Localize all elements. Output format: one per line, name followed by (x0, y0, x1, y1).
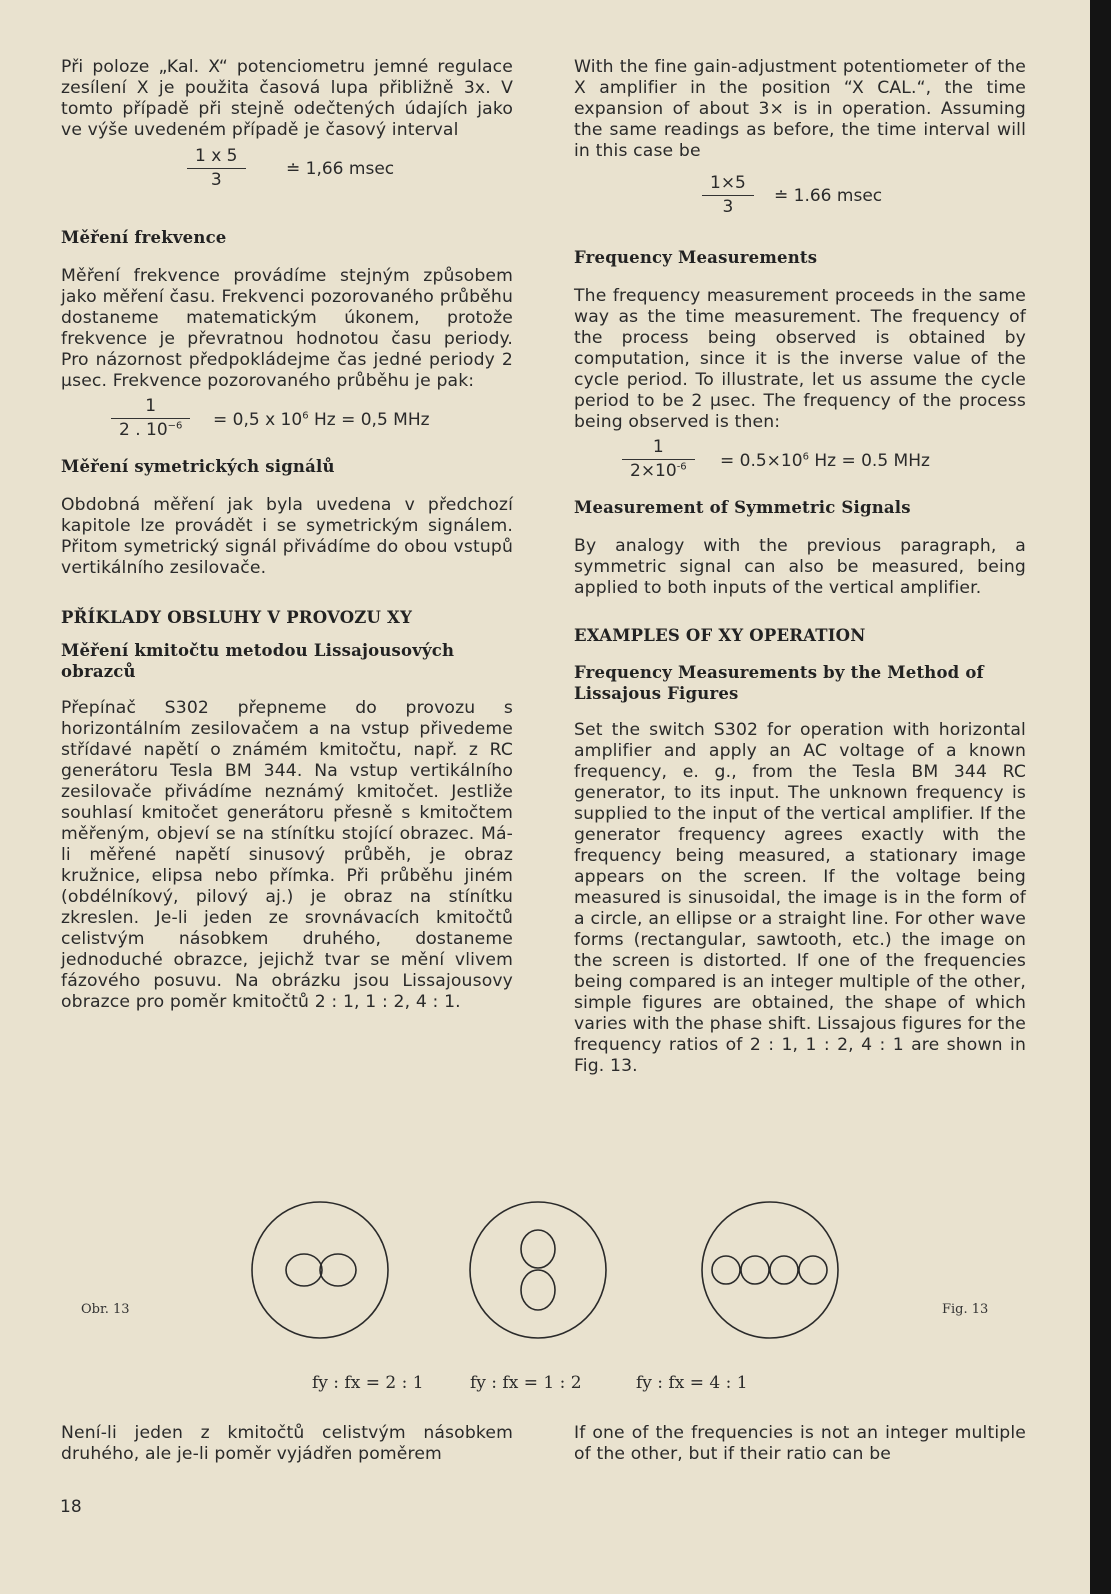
ratio-4-1: fy : fx = 4 : 1 (636, 1373, 748, 1393)
figure-label-cz: Obr. 13 (81, 1302, 130, 1317)
cz-symmetric-paragraph: Obdobná měření jak byla uvedena v předchozí kapitole lze provádět i se symetrickým signálem. Přitom symetrický signál přivádíme do obou vstupů vertikálního zesilovače. (61, 495, 513, 578)
en-fraction-time: 1×5 3 (702, 173, 754, 217)
cz-fraction-frequency: 1 2 . $10^{-6}$ (111, 396, 190, 440)
cz-formula-time (61, 141, 513, 201)
lissajous-figures (0, 1200, 1090, 1340)
en-heading-lissajous: Frequency Measurements by the Method of Lissajous Figures (574, 663, 984, 703)
en-formula-frequency (574, 433, 1026, 493)
cz-formula-frequency-result: = 0,5 x $10^6$ Hz = 0,5 MHz (213, 410, 430, 430)
cz-heading-symmetric: Měření symetrických signálů (61, 457, 335, 476)
cz-heading-lissajous: Měření kmitočtu metodou Lissajousových obrazců (61, 641, 455, 681)
frequency-ratios (0, 1373, 1090, 1397)
en-lissajous-paragraph: Set the switch S302 for operation with horizontal amplifier and apply an AC voltage of a known frequency, e. g., from the Tesla BM 344 RC generator, to its input. The unknown frequency is supplied to the input of the vertical amplifier. If the generator frequency agrees exactly with the frequency being measured, a stationary image appears on the screen. If the voltage being measured is sinusoidal, the image is in the form of a circle, an ellipse or a straight line. For other wave forms (rectangular, sawtooth, etc.) the image on the screen is distorted. If one of the frequencies being compared is an integer multiple of the other, simple figures are obtained, the shape of which varies with the phase shift. Lissajous figures for the frequency ratios of 2 : 1, 1 : 2, 4 : 1 are shown in Fig. 13. (574, 720, 1026, 1076)
cz-frequency-paragraph: Měření frekvence provádíme stejným způsobem jako měření času. Frekvenci pozorovaného průběhu dostaneme matematickým úkonem, protože frekvence je převratnou hodnotou času periody. Pro názornost předpokládejme čas jedné periody 2 μsec. Frekvence pozorovaného průběhu je pak: (61, 266, 513, 391)
cz-heading-xy: PŘÍKLADY OBSLUHY V PROVOZU XY (61, 608, 413, 627)
czech-column (61, 57, 513, 1013)
en-symmetric-paragraph: By analogy with the previous paragraph, a symmetric signal can also be measured, being applied to both inputs of the vertical amplifier. (574, 536, 1026, 598)
english-column (574, 57, 1026, 1077)
cz-bottom-paragraph: Není-li jeden z kmitočtů celistvým násobkem druhého, ale je-li poměr vyjádřen poměrem (61, 1423, 513, 1464)
cz-intro-paragraph: Při poloze „Kal. X“ potenciometru jemné regulace zesílení X je použita časová lupa přibližně 3x. V tomto případě při stejně odečtených údajích jako ve výše uvedeném případě je časový interval (61, 57, 513, 140)
cz-formula-time-result: ≐ 1,66 msec (286, 159, 395, 179)
lissajous-pattern-1-2 (521, 1230, 555, 1310)
ratio-1-2: fy : fx = 1 : 2 (470, 1373, 582, 1393)
figure-label-en: Fig. 13 (942, 1302, 989, 1317)
ratio-2-1: fy : fx = 2 : 1 (312, 1373, 424, 1393)
cz-fraction-time: 1 x 5 3 (187, 146, 246, 190)
en-heading-symmetric: Measurement of Symmetric Signals (574, 498, 911, 517)
en-heading-frequency: Frequency Measurements (574, 248, 818, 267)
cz-lissajous-paragraph: Přepínač S302 přepneme do provozu s horizontálním zesilovačem a na vstup přivedeme střídavé napětí o známém kmitočtu, např. z RC generátoru Tesla BM 344. Na vstup vertikálního zesilovače přivádíme neznámý kmitočet. Jestliže souhlasí kmitočet generátoru přesně s kmitočtem měřeným, objeví se na stínítku stojící obrazec. Má-li měřené napětí sinusový průběh, je obraz kružnice, elipsa nebo přímka. Při průběhu jiném (obdélníkový, pilový aj.) je obraz na stínítku zkreslen. Je-li jeden ze srovnávacích kmitočtů celistvým násobkem druhého, dostaneme jednoduché obrazce, jejichž tvar se mění vlivem fázového posuvu. Na obrázku jsou Lissajousovy obrazce pro poměr kmitočtů 2 : 1, 1 : 2, 4 : 1. (61, 698, 513, 1012)
en-bottom-paragraph: If one of the frequencies is not an integer multiple of the other, but if their ratio can be (574, 1423, 1026, 1464)
en-frequency-paragraph: The frequency measurement proceeds in the same way as the time measurement. The frequency of the process being observed is obtained by computation, since it is the inverse value of the cycle period. To illustrate, let us assume the cycle period to be 2 μsec. The frequency of the process being observed is then: (574, 286, 1026, 432)
en-intro-paragraph: With the fine gain-adjustment potentiometer of the X amplifier in the position “X CAL.“, the time expansion of about 3× is in operation. Assuming the same readings as before, the time interval will in this case be (574, 57, 1026, 161)
en-formula-frequency-result: = $0.5\times 10^6$ Hz = 0.5 MHz (720, 451, 930, 471)
scan-edge (1090, 0, 1111, 1594)
lissajous-pattern-4-1 (712, 1256, 827, 1284)
en-heading-xy: EXAMPLES OF XY OPERATION (574, 626, 866, 645)
page-number: 18 (60, 1497, 82, 1517)
en-fraction-frequency: 1 $2\times 10^{-6}$ (622, 437, 695, 481)
en-formula-time (574, 162, 1026, 222)
cz-heading-frequency: Měření frekvence (61, 228, 227, 247)
cz-formula-frequency (61, 392, 513, 452)
en-formula-time-result: ≐ 1.66 msec (774, 186, 883, 206)
figure-13 (0, 1200, 1090, 1340)
lissajous-pattern-2-1 (286, 1254, 356, 1286)
